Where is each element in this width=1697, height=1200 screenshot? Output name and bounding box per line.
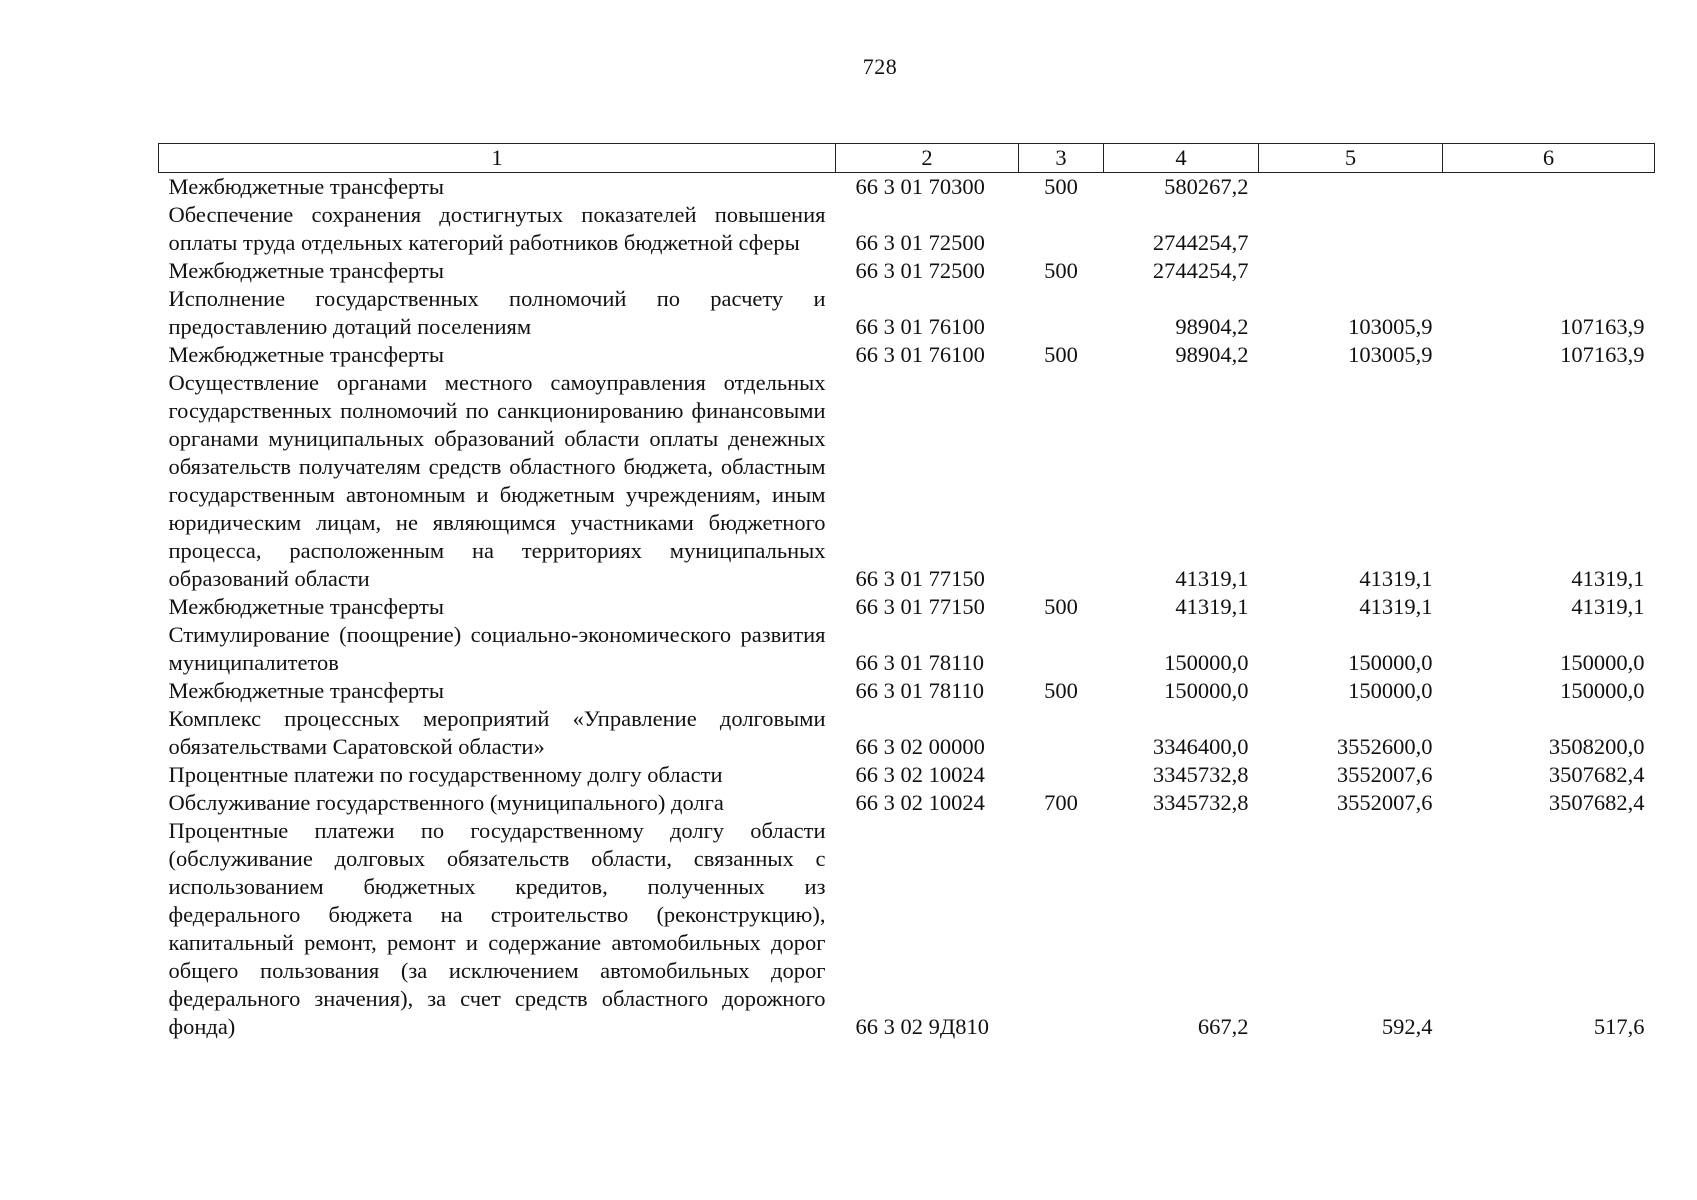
row-code: 66 3 02 9Д810 <box>855 1014 989 1039</box>
row-value-col5: 3552007,6 <box>1336 790 1433 815</box>
table-row <box>159 817 1655 1041</box>
row-name: Межбюджетные трансферты <box>168 678 444 703</box>
row-value-col4: 150000,0 <box>1164 650 1249 675</box>
row-value-col4: 667,2 <box>1197 1014 1249 1039</box>
row-value-col5: 3552007,6 <box>1336 762 1433 787</box>
header-col-1: 1 <box>159 144 836 173</box>
row-value-col4: 98904,2 <box>1175 342 1249 367</box>
row-code: 66 3 01 72500 <box>855 258 985 283</box>
row-value-col5: 3552600,0 <box>1336 734 1433 759</box>
row-name: Межбюджетные трансферты <box>168 342 444 367</box>
row-value-col6: 3507682,4 <box>1548 790 1645 815</box>
row-value-col4: 2744254,7 <box>1152 258 1249 283</box>
row-name: Исполнение государственных полномочий по расчету и предоставлению дотаций поселениям <box>168 286 826 339</box>
row-code: 66 3 01 72500 <box>855 230 985 255</box>
row-value-col4: 41319,1 <box>1175 594 1249 619</box>
table-row <box>159 761 1655 789</box>
row-expense-type: 700 <box>1044 790 1078 815</box>
row-code: 66 3 01 78110 <box>855 650 985 675</box>
table-row <box>159 201 1655 257</box>
row-expense-type <box>1019 201 1104 257</box>
row-expense-type: 500 <box>1044 174 1078 199</box>
row-value-col4: 580267,2 <box>1164 174 1249 199</box>
row-code: 66 3 02 10024 <box>855 790 985 815</box>
row-value-col5: 592,4 <box>1381 1014 1433 1039</box>
row-name: Осуществление органами местного самоуправления отдельных государственных полномочий по санкционированию финансовыми органами муниципальных образований области оплаты денежных обязательств получателям средств областного бюджета, областным государственным автономным и бюджетным учреждениям, иным юридическим лицам, не являющимся участниками бюджетного процесса, расположенным на территориях муниципальных образований области <box>168 370 826 591</box>
table-row <box>159 705 1655 761</box>
row-expense-type: 500 <box>1044 678 1078 703</box>
header-col-2: 2 <box>836 144 1019 173</box>
row-value-col5: 150000,0 <box>1348 650 1433 675</box>
page-number: 728 <box>862 54 898 79</box>
row-code: 66 3 01 76100 <box>855 342 985 367</box>
header-col-6: 6 <box>1443 144 1655 173</box>
row-value-col4: 98904,2 <box>1175 314 1249 339</box>
header-col-4: 4 <box>1104 144 1259 173</box>
table-row <box>159 677 1655 705</box>
row-value-col6: 150000,0 <box>1560 678 1645 703</box>
row-code: 66 3 01 77150 <box>855 594 985 619</box>
row-code: 66 3 01 70300 <box>855 174 985 199</box>
row-value-col6: 3507682,4 <box>1548 762 1645 787</box>
row-name: Межбюджетные трансферты <box>168 258 444 283</box>
row-value-col5: 103005,9 <box>1348 342 1433 367</box>
row-expense-type: 500 <box>1044 342 1078 367</box>
row-value-col6: 517,6 <box>1593 1014 1645 1039</box>
row-value-col5 <box>1259 257 1443 285</box>
row-name: Обеспечение сохранения достигнутых показателей повышения оплаты труда отдельных категорий работников бюджетной сферы <box>168 202 826 255</box>
row-value-col6 <box>1443 173 1655 202</box>
row-value-col4: 3346400,0 <box>1152 734 1249 759</box>
row-value-col6: 107163,9 <box>1560 314 1645 339</box>
row-name: Процентные платежи по государственному долгу области <box>168 762 723 787</box>
row-value-col6: 107163,9 <box>1560 342 1645 367</box>
table-row <box>159 621 1655 677</box>
table-row <box>159 593 1655 621</box>
row-expense-type: 500 <box>1044 258 1078 283</box>
row-value-col6 <box>1443 257 1655 285</box>
row-value-col4: 41319,1 <box>1175 566 1249 591</box>
row-code: 66 3 01 77150 <box>855 566 985 591</box>
row-value-col5: 41319,1 <box>1359 566 1433 591</box>
row-value-col6: 41319,1 <box>1571 566 1645 591</box>
table-row <box>159 341 1655 369</box>
row-code: 66 3 02 00000 <box>855 734 985 759</box>
row-value-col5: 103005,9 <box>1348 314 1433 339</box>
row-name: Стимулирование (поощрение) социально-экономического развития муниципалитетов <box>168 622 826 675</box>
row-value-col4: 3345732,8 <box>1152 762 1249 787</box>
table-row <box>159 257 1655 285</box>
row-value-col6: 3508200,0 <box>1548 734 1645 759</box>
row-value-col6 <box>1443 201 1655 257</box>
row-code: 66 3 02 10024 <box>855 762 985 787</box>
table-body <box>159 173 1655 1042</box>
row-name: Комплекс процессных мероприятий «Управление долговыми обязательствами Саратовской области» <box>168 706 826 759</box>
row-expense-type <box>1019 285 1104 341</box>
row-value-col6: 150000,0 <box>1560 650 1645 675</box>
row-value-col4: 150000,0 <box>1164 678 1249 703</box>
row-expense-type <box>1019 621 1104 677</box>
row-value-col5: 150000,0 <box>1348 678 1433 703</box>
row-name: Процентные платежи по государственному долгу области (обслуживание долговых обязательств области, связанных с использованием бюджетных кредитов, полученных из федерального бюджета на строительство (реконструкцию), капитальный ремонт, ремонт и содержание автомобильных дорог общего пользования (за исключением автомобильных дорог федерального значения), за счет средств областного дорожного фонда) <box>168 818 826 1039</box>
header-col-3: 3 <box>1019 144 1104 173</box>
row-name: Обслуживание государственного (муниципального) долга <box>168 790 724 815</box>
row-name: Межбюджетные трансферты <box>168 174 444 199</box>
row-value-col4: 3345732,8 <box>1152 790 1249 815</box>
row-expense-type <box>1019 369 1104 593</box>
header-row <box>159 144 1655 173</box>
header-col-5: 5 <box>1259 144 1443 173</box>
row-expense-type <box>1019 817 1104 1041</box>
table-row <box>159 173 1655 202</box>
row-name: Межбюджетные трансферты <box>168 594 444 619</box>
row-value-col5 <box>1259 173 1443 202</box>
row-expense-type <box>1019 705 1104 761</box>
budget-table <box>158 143 1655 1041</box>
row-code: 66 3 01 78110 <box>855 678 985 703</box>
table-row <box>159 285 1655 341</box>
table-row <box>159 789 1655 817</box>
row-value-col5: 41319,1 <box>1359 594 1433 619</box>
row-value-col4: 2744254,7 <box>1152 230 1249 255</box>
row-value-col6: 41319,1 <box>1571 594 1645 619</box>
table-header <box>159 144 1655 173</box>
table-row <box>159 369 1655 593</box>
row-expense-type <box>1019 761 1104 789</box>
row-expense-type: 500 <box>1044 594 1078 619</box>
row-code: 66 3 01 76100 <box>855 314 985 339</box>
row-value-col5 <box>1259 201 1443 257</box>
